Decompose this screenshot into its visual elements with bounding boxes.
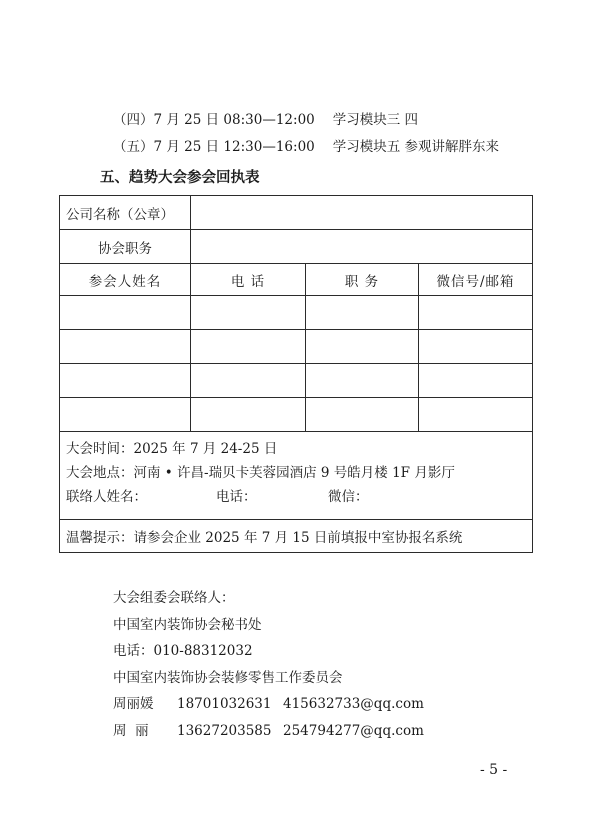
contact-person-phone: 18701032631 [177,696,272,712]
table-cell[interactable] [191,364,306,398]
table-cell[interactable] [419,296,533,330]
organizer-contacts [113,585,424,744]
schedule-activity: 学习模块三 四 [332,112,419,128]
schedule-date: 7 月 25 日 12:30—16:00 [153,139,315,155]
contact-person [113,691,424,718]
table-cell[interactable] [306,398,419,432]
table-cell[interactable] [306,330,419,364]
contact-person-phone: 13627203585 [177,722,272,739]
contact-person-email: 415632733@qq.com [283,696,424,712]
table-cell[interactable] [306,296,419,330]
table-cell[interactable] [60,364,191,398]
contact-wechat-label[interactable]: 微信： [328,489,369,505]
schedule-activity: 学习模块五 参观讲解胖东来 [332,139,500,155]
organizer-phone: 电话：010-88312032 [113,643,253,659]
meeting-place: 大会地点：河南 • 许昌-瑞贝卡芙蓉园酒店 9 号皓月楼 1F 月影厅 [66,465,455,481]
schedule-prefix: （五） [113,139,154,155]
column-header-wechat-email: 微信号/邮箱 [419,264,533,296]
table-row [60,398,533,432]
receipt-form-table [59,195,533,553]
company-field[interactable] [191,196,533,230]
table-row [60,364,533,398]
table-cell[interactable] [191,330,306,364]
position-field[interactable] [191,230,533,264]
table-cell[interactable] [419,398,533,432]
table-cell[interactable] [191,296,306,330]
page-number: - 5 - [480,762,508,778]
contact-person [113,718,424,745]
contact-phone-label[interactable]: 电话： [216,489,257,505]
table-cell[interactable] [60,398,191,432]
schedule-prefix: （四） [113,112,154,128]
table-cell[interactable] [60,330,191,364]
organizer-committee: 中国室内装饰协会装修零售工作委员会 [113,669,343,686]
column-header-phone: 电 话 [191,264,306,296]
schedule-item-4 [113,108,418,128]
schedule-item-5 [113,135,499,155]
table-row [60,296,533,330]
company-label: 公司名称（公章） [60,196,191,230]
column-header-title: 职 务 [306,264,419,296]
contact-person-name: 周丽媛 [113,696,154,712]
table-row [60,330,533,364]
organizer-title: 大会组委会联络人： [113,590,235,606]
table-header-row [60,264,533,296]
column-header-name: 参会人姓名 [60,264,191,296]
contact-person-name: 周 丽 [113,722,149,739]
contact-name-label[interactable]: 联络人姓名： [66,489,147,505]
table-cell[interactable] [419,330,533,364]
contact-fields [66,485,526,509]
section-heading: 五、趋势大会参会回执表 [100,170,260,186]
meeting-time: 大会时间：2025 年 7 月 24-25 日 [66,441,278,457]
table-cell[interactable] [419,364,533,398]
table-cell[interactable] [191,398,306,432]
contact-person-email: 254794277@qq.com [283,722,424,739]
schedule-date: 7 月 25 日 08:30—12:00 [153,112,315,128]
table-cell[interactable] [306,364,419,398]
table-cell[interactable] [60,296,191,330]
position-label: 协会职务 [60,230,191,264]
tip-text: 温馨提示：请参会企业 2025 年 7 月 15 日前填报中室协报名系统 [60,520,533,553]
meeting-info-cell [60,432,533,520]
organizer-secretariat: 中国室内装饰协会秘书处 [113,616,262,633]
